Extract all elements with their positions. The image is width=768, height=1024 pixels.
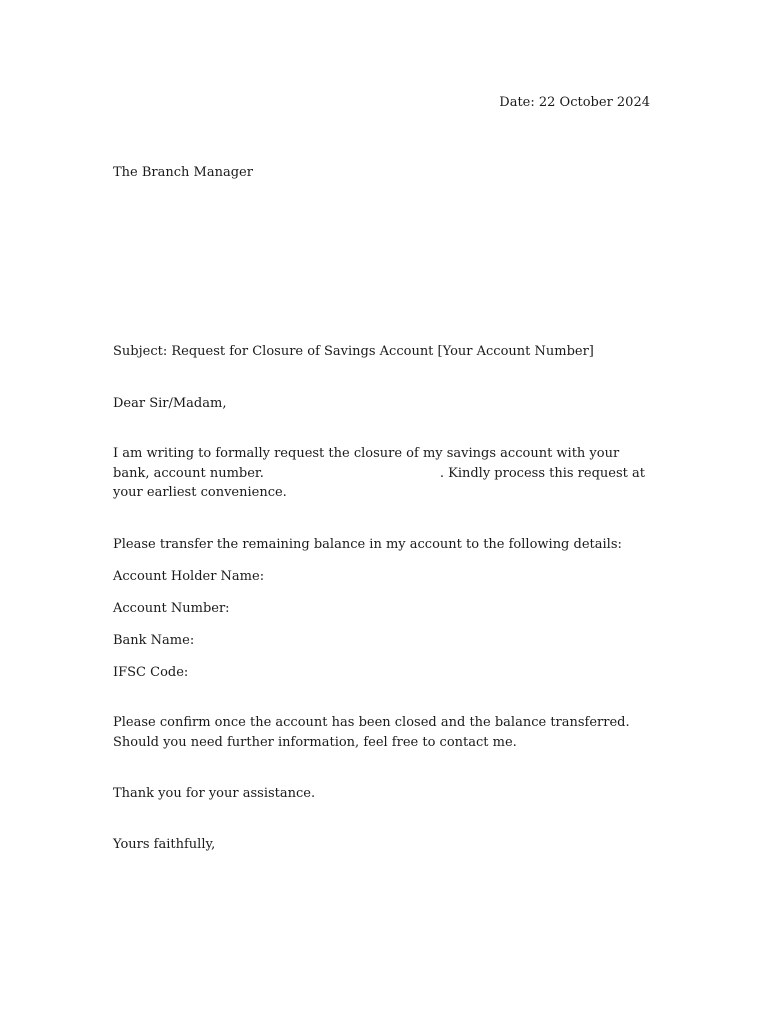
thanks-line: Thank you for your assistance.	[113, 786, 316, 801]
field-holder-name: Account Holder Name:	[113, 569, 265, 584]
salutation: Dear Sir/Madam,	[113, 396, 227, 411]
transfer-intro: Please transfer the remaining balance in my account to the following details:	[113, 537, 622, 552]
recipient-line: The Branch Manager	[113, 165, 253, 180]
field-account-number: Account Number:	[113, 601, 230, 616]
field-bank-name: Bank Name:	[113, 633, 195, 648]
subject-line: Subject: Request for Closure of Savings Account [Your Account Number]	[113, 344, 594, 359]
field-ifsc: IFSC Code:	[113, 665, 189, 680]
letter-date: Date: 22 October 2024	[499, 95, 650, 110]
intro-text-b: . Kindly process this request at your earliest convenience.	[113, 465, 645, 500]
intro-text-a: I am writing to formally request the closure of my savings account with your bank, account number.	[113, 446, 620, 481]
intro-paragraph	[113, 444, 658, 503]
closing-line: Yours faithfully,	[113, 837, 216, 852]
confirm-paragraph: Please confirm once the account has been closed and the balance transferred. Should you need further information, feel free to contact me.	[113, 715, 630, 750]
